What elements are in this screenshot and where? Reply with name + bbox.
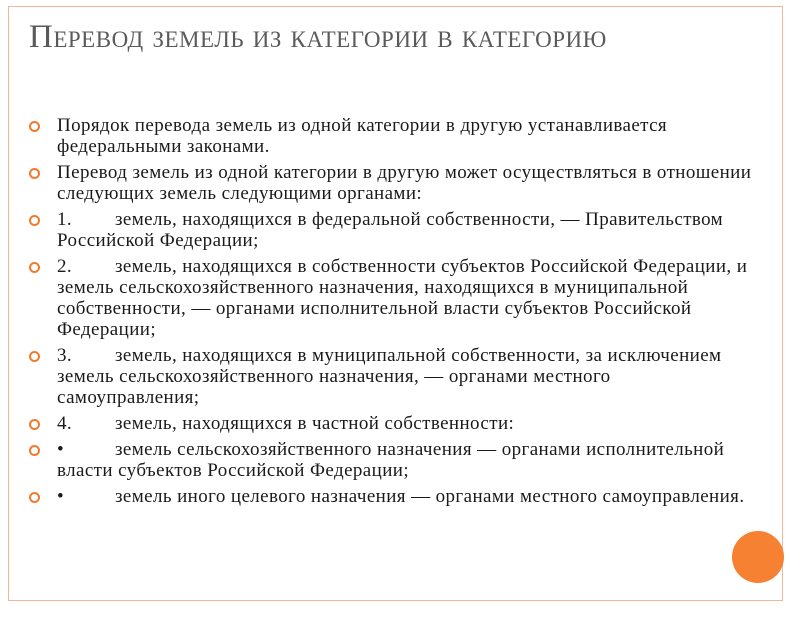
bullet-item (25, 209, 755, 251)
bullet-number: 3. (57, 345, 73, 366)
circle-bullet-icon (29, 215, 40, 226)
bullet-item (25, 486, 755, 507)
bullet-text: Порядок перевода земель из одной категории в другую устанавливается федеральными законами. (57, 115, 668, 157)
bullet-item (25, 256, 755, 340)
bullet-item (25, 115, 755, 157)
bullet-text: земель сельскохозяйственного назначения — органами исполнительной власти субъектов Российской Федерации; (57, 439, 725, 481)
bullet-number: 4. (57, 413, 73, 434)
bullet-number: • (57, 439, 65, 460)
slide-title: Перевод земель из категории в категорию (29, 19, 607, 55)
bullet-item (25, 162, 755, 204)
bullet-text: земель, находящихся в собственности субъектов Российской Федерации, и земель сельскохозяйственного назначения, находящихся в муниципальной собственности, — органами исполнительной власти субъектов Российской Федерации; (57, 256, 748, 340)
circle-bullet-icon (29, 121, 40, 132)
bullet-text: земель иного целевого назначения — органами местного самоуправления. (115, 486, 745, 507)
circle-bullet-icon (29, 351, 40, 362)
bullet-number: 2. (57, 256, 73, 277)
circle-bullet-icon (29, 492, 40, 503)
bullet-number: • (57, 486, 65, 507)
circle-bullet-icon (29, 419, 40, 430)
circle-bullet-icon (29, 168, 40, 179)
bullet-text: Перевод земель из одной категории в другую может осуществляться в отношении следующих земель следующими органами: (57, 162, 752, 204)
bullet-item (25, 413, 755, 434)
slide (8, 6, 783, 601)
bullet-item (25, 439, 755, 481)
bullet-text: земель, находящихся в муниципальной собственности, за исключением земель сельскохозяйственного назначения, — органами местного самоуправления; (57, 345, 722, 408)
bullet-text: земель, находящихся в федеральной собственности, — Правительством Российской Федерации; (57, 209, 724, 251)
circle-bullet-icon (29, 445, 40, 456)
bullet-list (25, 115, 755, 512)
bullet-text: земель, находящихся в частной собственности: (115, 413, 515, 434)
bullet-number: 1. (57, 209, 73, 230)
bullet-item (25, 345, 755, 408)
orange-circle-decoration (732, 531, 784, 583)
circle-bullet-icon (29, 262, 40, 273)
